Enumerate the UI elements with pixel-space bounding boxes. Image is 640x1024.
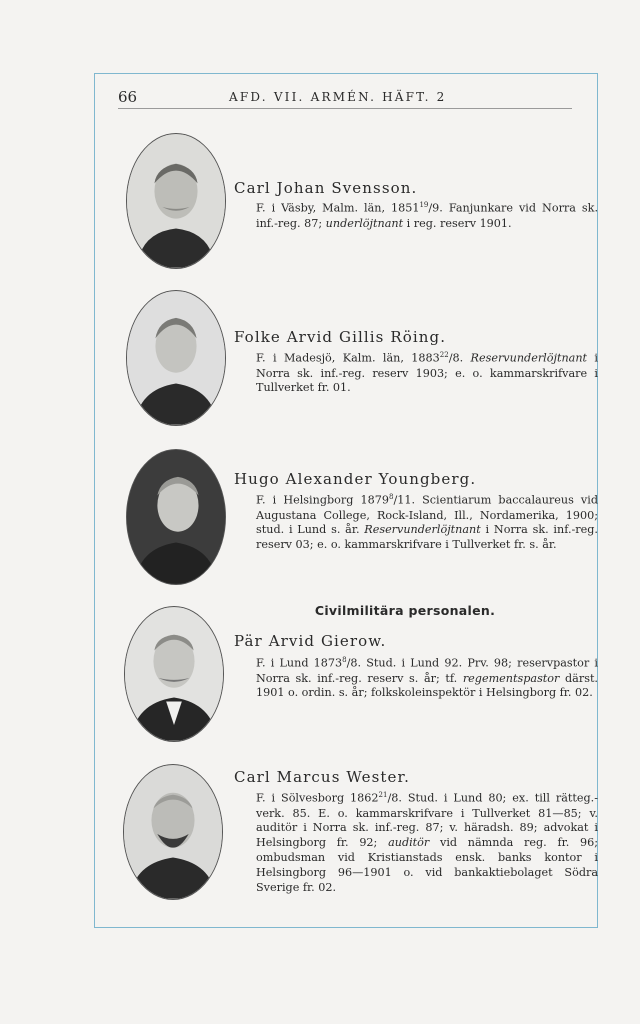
running-title: AFD. VII. ARMÉN. HÄFT. 2 xyxy=(229,90,447,104)
person-bio: F. i Helsingborg 1879$^8$/11. Scientiarum baccalaureus vid Augustana College, Rock-Island, Ill., Nordamerika, 1900; stud. i Lund s. år. Reservunderlöjtnant i Norra sk. inf.-reg. reserv 03; e. o. kammarskrifvare i Tullverket fr. s. år. xyxy=(256,493,598,552)
portrait-photo xyxy=(126,449,226,585)
portrait-photo xyxy=(123,764,223,900)
person-bio: F. i Väsby, Malm. län, 1851$^{19}$/9. Fanjunkare vid Norra sk. inf.-reg. 87; underlöjtnant i reg. reserv 1901. xyxy=(256,201,598,230)
person-name: Pär Arvid Gierow. xyxy=(234,632,387,650)
person-name: Carl Johan Svensson. xyxy=(234,179,418,197)
portrait-photo xyxy=(126,290,226,426)
person-name: Hugo Alexander Youngberg. xyxy=(234,470,477,488)
page-number: 66 xyxy=(118,88,138,106)
portrait-photo xyxy=(124,606,224,742)
section-title: Civilmilitära personalen. xyxy=(314,603,496,618)
person-name: Folke Arvid Gillis Röing. xyxy=(234,328,447,346)
person-bio: F. i Lund 1873$^8$/8. Stud. i Lund 92. Prv. 98; reservpastor i Norra sk. inf.-reg. reserv s. år; tf. regementspastor därst. 1901 o. ordin. s. år; folkskoleinspektör i Helsingborg fr. 02. xyxy=(256,656,598,700)
person-bio: F. i Madesjö, Kalm. län, 1883$^{22}$/8. Reservunderlöjtnant i Norra sk. inf.-reg. reserv 1903; e. o. kammarskrifvare i Tullverket fr. 01. xyxy=(256,351,599,395)
person-name: Carl Marcus Wester. xyxy=(234,768,411,786)
portrait-photo xyxy=(126,133,226,269)
page-header xyxy=(118,88,572,109)
person-bio: F. i Sölvesborg 1862$^{21}$/8. Stud. i Lund 80; ex. till rätteg.-verk. 85. E. o. kammarskrifvare i Tullverket 81—85; v. auditör i Norra sk. inf.-reg. 87; v. häradsh. 89; advokat i Helsingborg fr. 92; auditör vid nämnda reg. fr. 96; ombudsman vid Kristianstads ensk. banks kontor i Helsingborg 96—1901 o. vid bankaktiebolaget Södra Sverige fr. 02. xyxy=(256,791,599,894)
